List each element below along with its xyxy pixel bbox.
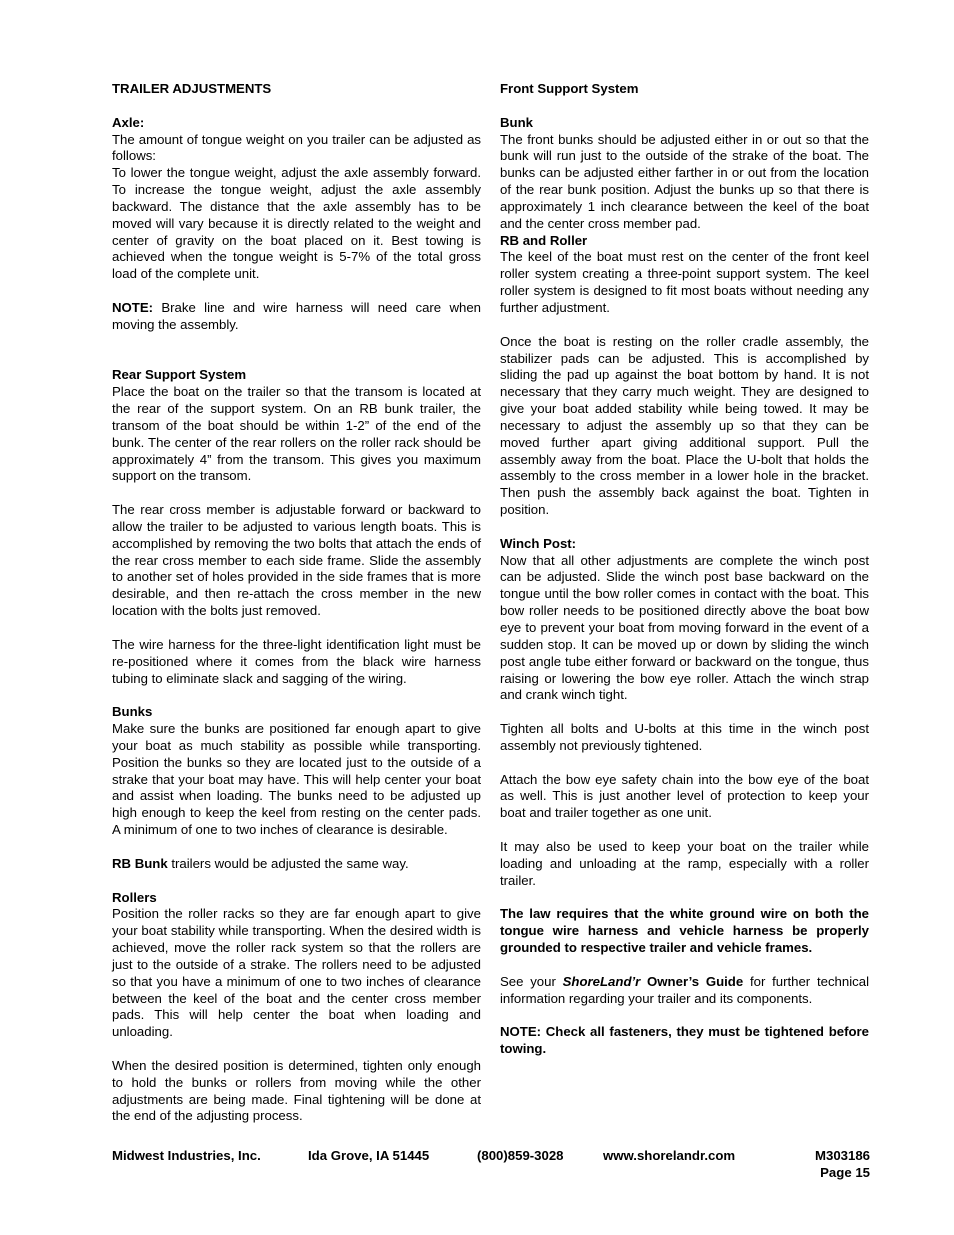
axle-heading: Axle: (112, 114, 145, 130)
rear-support-paragraph-2: The rear cross member is adjustable forward or backward to allow the trailer to be adjusted to various length boats. This is accomplished by removing the two bolts that attach the ends of the rear cross member to each side frame. Slide the assembly to another set of holes provided in the side frames that is more desirable, and then re-attach the cross member in the new location with the bolts just removed. (112, 502, 481, 619)
footer-doc-number: M303186 (815, 1148, 870, 1163)
rear-support-paragraph-1: Place the boat on the trailer so that the transom is located at the rear of the support system. On an RB bunk trailer, the transom of the boat should be within 1-2” of the end of the bunk. The center of the rear rollers on the roller rack should be approximately 4” from the transom. This gives you maximum support on the transom. (112, 384, 481, 484)
axle-paragraph-2: To lower the tongue weight, adjust the axle assembly forward. To increase the tongue weight, adjust the axle assembly backward. The distance that the axle assembly has to be moved will vary because it is directly related to the weight and center of gravity on the boat placed on it. Best towing is achieved when the tongue weight is 5-7% of the total gross load of the complete unit. (112, 165, 481, 282)
rear-support-paragraph-3: The wire harness for the three-light identification light must be re-positioned where it comes from the black wire harness tubing to eliminate slack and sagging of the wiring. (112, 636, 481, 686)
rb-roller-paragraph-2: Once the boat is resting on the roller cradle assembly, the stabilizer pads can be adjusted. This is accomplished by sliding the pad up against the boat bottom by hand. It is not necessary that they carry much weight. They are designed to give your boat added stability while being towed. It may be necessary to adjust the assembly up so that they can be moved further apart giving additional support. Pull the assembly away from the boat. Place the U-bolt that holds the assembly to the cross member in a lower hole in the bracket. Then push the assembly back against the boat. Tighten in position. (500, 333, 869, 518)
ground-wire-law: The law requires that the white ground wire on both the tongue wire harness and vehicle harness be properly grounded to respective trailer and vehicle frames. (500, 906, 869, 956)
rb-bunk-text: trailers would be adjusted the same way. (167, 855, 409, 871)
guide-name: Owner’s Guide (640, 973, 744, 989)
winch-post-paragraph-4: It may also be used to keep your boat on the trailer while loading and unloading at the ramp, especially with a roller trailer. (500, 838, 869, 888)
footer-city: Ida Grove, IA 51445 (308, 1148, 430, 1163)
right-column (500, 81, 869, 1058)
winch-post-paragraph-1: Now that all other adjustments are complete the winch post can be adjusted. Slide the winch post base backward on the tongue until the bow roller comes in contact with the boat. This bow roller needs to be positioned directly above the boat bow eye to prevent your boat from moving forward in the event of a sudden stop. It can be moved up or down by sliding the winch post angle tube either forward or backward on the tongue, thus raising or lowering the bow eye roller. Attach the winch strap and crank winch tight. (500, 552, 869, 703)
note-text: Brake line and wire harness will need care when moving the assembly. (112, 299, 481, 332)
rb-bunk-label: RB Bunk (112, 855, 168, 871)
note-label: NOTE: (112, 299, 154, 315)
winch-post-paragraph-2: Tighten all bolts and U-bolts at this time in the winch post assembly not previously tightened. (500, 721, 869, 753)
winch-post-paragraph-3: Attach the bow eye safety chain into the bow eye of the boat as well. This is just another level of protection to keep your boat and trailer together as one unit. (500, 771, 869, 821)
see-post-text: for further technical information regarding your trailer and its components. (500, 973, 870, 1006)
owners-guide-reference (500, 974, 869, 1008)
rollers-paragraph-2: When the desired position is determined, tighten only enough to hold the bunks or rollers from moving while the other adjustments are being made. Final tightening will be done at the end of the adjusting process. (112, 1057, 481, 1124)
winch-post-heading: Winch Post: (500, 535, 577, 551)
see-pre-text: See your (500, 973, 563, 989)
footer-page-number: Page 15 (820, 1165, 870, 1180)
brand-name: ShoreLand’r (562, 973, 641, 989)
rb-roller-paragraph-1: The keel of the boat must rest on the center of the front keel roller system creating a three-point support system. The keel roller system is designed to fit most boats without needing any further adjustment. (500, 249, 869, 315)
bunk-heading: Bunk (500, 114, 533, 130)
rb-roller-heading: RB and Roller (500, 232, 588, 248)
front-support-heading: Front Support System (500, 81, 639, 96)
bunks-heading: Bunks (112, 704, 153, 720)
fasteners-note: NOTE: Check all fasteners, they must be tightened before towing. (500, 1024, 869, 1057)
bunk-paragraph: The front bunks should be adjusted either in or out so that the bunk will run just to the outside of the strake of the boat. The bunks can be adjusted either farther in or out from the location of the rear bunk position. Adjust the bunks up so that there is approximately 1 inch clearance between the keel of the boat and the center cross member pad. (500, 131, 869, 231)
section-title: TRAILER ADJUSTMENTS (112, 81, 272, 96)
footer-website: www.shorelandr.com (603, 1148, 736, 1163)
axle-paragraph-1: The amount of tongue weight on you trailer can be adjusted as follows: (112, 131, 481, 164)
bunks-paragraph: Make sure the bunks are positioned far enough apart to give your boat as much stability as possible while transporting. Position the bunks so they are located just to the outside of a strake that your boat may have. This will help center your boat and assist when loading. The bunks need to be adjusted up high enough to keep the keel from resting on the center pads. A minimum of one to two inches of clearance is desirable. (112, 721, 481, 838)
rear-support-heading: Rear Support System (112, 367, 247, 383)
rollers-heading: Rollers (112, 889, 157, 905)
footer-company: Midwest Industries, Inc. (112, 1148, 261, 1163)
rollers-paragraph-1: Position the roller racks so they are far enough apart to give your boat stability while transporting. When the desired width is achieved, move the roller rack system so that the rollers are just to the outside of a strake. The rollers need to be adjusted so that you have a minimum of one to two inches of clearance between the keel of the boat and the center cross member pads. This will help center the boat when loading and unloading. (112, 906, 481, 1040)
left-column (112, 81, 481, 1125)
footer-phone: (800)859-3028 (477, 1148, 564, 1163)
rb-bunk-note (112, 856, 481, 873)
axle-note (112, 300, 481, 334)
